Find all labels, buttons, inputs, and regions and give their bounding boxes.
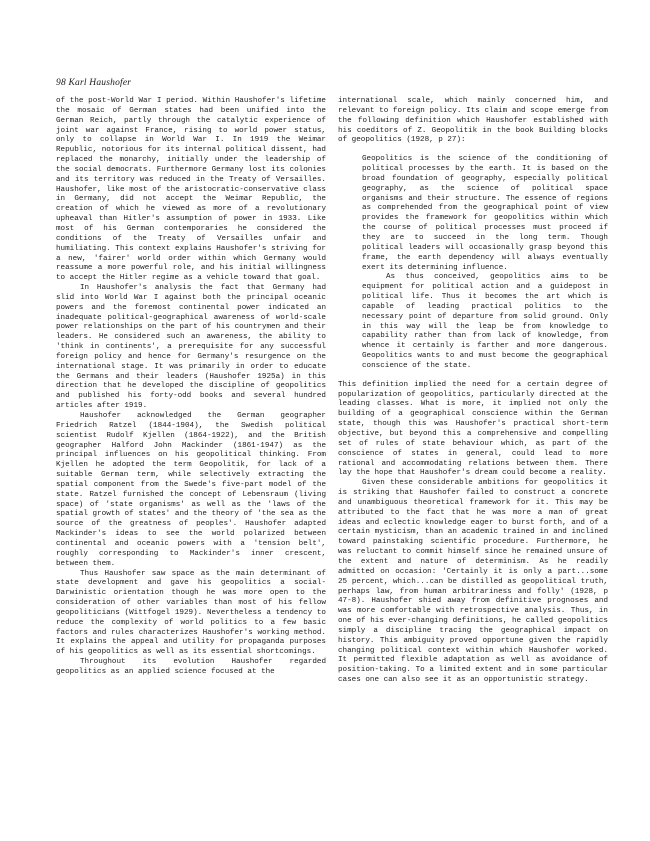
block-quote [362,155,608,372]
running-header [56,78,131,88]
quote-paragraph: As thus conceived, geopolitics aims to be equipment for political action and a guidepost in political life. Thus it becomes the art which is capable of leading practical politics to the necessary point of departure from solid ground. Only in this way will the leap be from knowledge to capability rather than from lack of knowledge, from whence it certainly is farther and more dangerous. Geopolitics wants to and must become the geographical conscience of the state. [362,273,608,370]
running-title: Karl Haushofer [68,78,132,88]
paragraph: Throughout its evolution Haushofer regarded geopolitics as an applied science focused at the [56,658,326,676]
quote-paragraph: Geopolitics is the science of the conditioning of political processes by the earth. It is based on the broad foundation of geography, especially political geography, as the science of political space organisms and their structure. The essence of regions as comprehended from the geographical point of view provides the framework for geopolitics within which the course of political processes must proceed if they are to succeed in the long term. Though political leaders will occasionally grasp beyond this frame, the earth dependency will always eventually exert its determining influence. [362,155,608,272]
paragraph: Haushofer acknowledged the German geographer Friedrich Ratzel (1844-1904), the Swedish political scientist Rudolf Kjellen (1864-1922), and the British geographer Halford John Mackinder (1861-1947) as the principal influences on his geopolitical thinking. From Kjellen he adopted the term Geopolitik, for lack of a suitable German term, while selectively extracting the spatial component from the Swede's five-part model of the state. Ratzel furnished the concept of Lebensraum (living space) of 'state organisms' as well as the 'laws of the spatial growth of states' and the theory of 'the sea as the source of the greatness of peoples'. Haushofer adapted Mackinder's ideas to see the world polarized between continental and oceanic powers with a 'tension belt', roughly corresponding to Mackinder's inner crescent, between them. [56,412,326,568]
right-column [338,97,608,686]
paragraph: In Haushofer's analysis the fact that Germany had slid into World War I against both the principal oceanic powers and the foremost continental power indicated an inadequate political-geographical awareness of world-scale power relationships on the part of his countrymen and their leaders. He considered such an awareness, the ability to 'think in continents', a prerequisite for any successful foreign policy and hence for Germany's resurgence on the international stage. It was primarily in order to educate the Germans and their leaders (Haushofer 1925a) in this direction that he developed the discipline of geopolitics and published his forty-odd books and several hundred articles after 1919. [56,284,326,411]
left-column [56,97,326,678]
paragraph: Thus Haushofer saw space as the main determinant of state development and gave his geopolitics a social-Darwinistic orientation though he was more open to the consideration of other variables than most of his fellow geopoliticians (Wittfogel 1929). Nevertheless a tendency to reduce the complexity of world politics to a few basic factors and rules characterizes Haushofer's working method. It explains the appeal and utility for propaganda purposes of his geopolitics as well as its essential shortcomings. [56,569,326,657]
paragraph: international scale, which mainly concerned him, and relevant to foreign policy. Its claim and scope emerge from the following definition which Haushofer established with his coeditors of Z. Geopolitik in the book Building blocks of geopolitics (1928, p 27): [338,97,608,145]
paragraph: of the post-World War I period. Within Haushofer's lifetime the mosaic of German states had been unified into the German Reich, partly through the catalytic experience of joint war against France, rising to world power status, only to collapse in World War I. In 1919 the Weimar Republic, notorious for its internal political dissent, had replaced the monarchy, initially under the leadership of the social democrats. Furthermore Germany lost its colonies and its territory was reduced in the Treaty of Versailles. Haushofer, like most of the aristocratic-conservative class in Germany, did not accept the Weimar Republic, the creation of which he viewed as more of a revolutionary upheaval than Hitler's assumption of power in 1933. Like most of his German contemporaries he considered the conditions of the Treaty of Versailles unfair and humiliating. This context explains Haushofer's striving for a new, 'fairer' world order within which Germany would reassume a more powerful role, and his initial willingness to accept the Hitler regime as a vehicle toward that goal. [56,97,326,283]
paragraph: This definition implied the need for a certain degree of popularization of geopolitics, particularly directed at the leading classes. What is more, it implied not only the building of a geographical conscience within the German state, though this was Haushofer's practical short-term objective, but beyond this a comprehensive and compelling set of rules of state behaviour which, as part of the conscience of states in general, could lead to more rational and accommodating relations between them. There lay the hope that Haushofer's dream could become a reality. [338,380,608,478]
page-number: 98 [56,78,66,88]
paragraph: Given these considerable ambitions for geopolitics it is striking that Haushofer failed to construct a concrete and unambiguous theoretical framework for it. This may be attributed to the fact that he was more a man of great ideas and eclectic knowledge eager to burst forth, and of a certain mysticism, than an academic trained in and inclined toward painstaking scientific procedure. Furthermore, he was reluctant to commit himself since he remained unsure of the extent and nature of determinism. As he readily admitted on occasion: 'Certainly it is only a part...some 25 percent, which...can be distilled as geopolitical truth, perhaps law, from human arbitrariness and folly' (1928, p 47-8). Haushofer shied away from definitive prognoses and was more comfortable with retrospective analysis. Thus, in one of his ever-changing definitions, he called geopolitics simply a discipline tracing the geographical impact on history. This ambiguity proved opportune given the rapidly changing political context within which Haushofer worked. It permitted flexible adaptation as well as avoidance of position-taking. To a limited extent and in some particular cases one can also see it as an opportunistic strategy. [338,479,608,685]
